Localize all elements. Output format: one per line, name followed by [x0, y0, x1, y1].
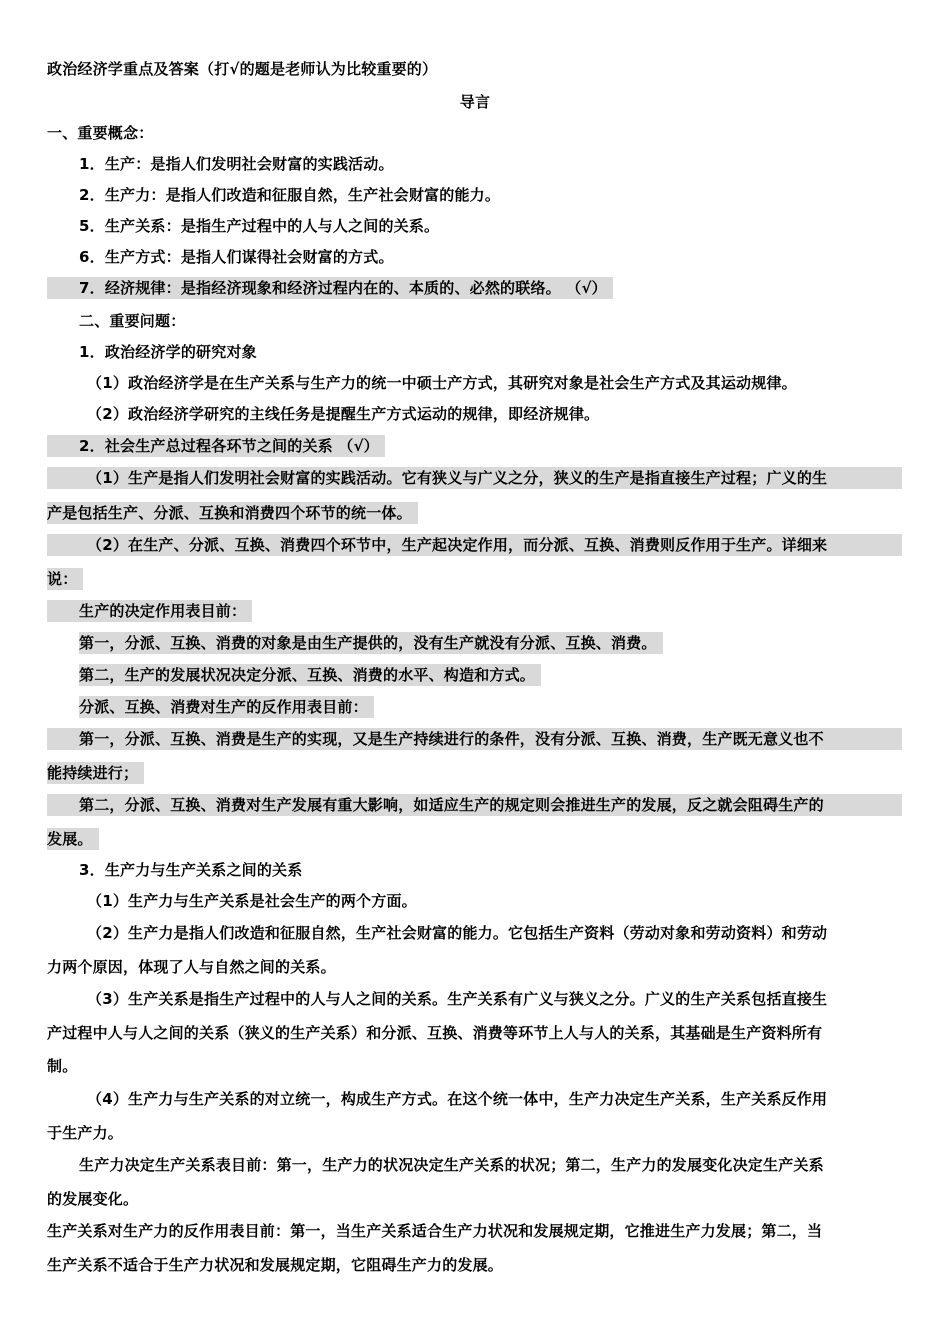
paragraph: 于生产力。	[47, 1124, 124, 1142]
question-heading: 1．政治经济学的研究对象	[79, 343, 257, 361]
concept-item: 6．生产方式：是指人们谋得社会财富的方式。	[79, 248, 394, 266]
paragraph: 制。	[47, 1057, 78, 1075]
paragraph-highlighted: 第一，分派、互换、消费的对象是由生产提供的，没有生产就没有分派、互换、消费。	[79, 632, 663, 654]
paragraph-highlighted: （1）生产是指人们发明社会财富的实践活动。它有狭义与广义之分，狭义的生产是指直接生产过程；广义的生	[47, 467, 902, 489]
paragraph: （3）生产关系是指生产过程中的人与人之间的关系。生产关系有广义与狭义之分。广义的生产关系包括直接生	[87, 990, 828, 1008]
heading-concepts: 一、重要概念：	[47, 124, 154, 142]
paragraph-highlighted: （2）在生产、分派、互换、消费四个环节中，生产起决定作用，而分派、互换、消费则反作用于生产。详细来	[47, 534, 902, 556]
paragraph: （4）生产力与生产关系的对立统一，构成生产方式。在这个统一体中，生产力决定生产关系，生产关系反作用	[87, 1090, 828, 1108]
paragraph-highlighted: 说：	[47, 568, 83, 590]
paragraph-highlighted: 第二，生产的发展状况决定分派、互换、消费的水平、构造和方式。	[79, 664, 541, 686]
paragraph: 力两个原因，体现了人与自然之间的关系。	[47, 958, 336, 976]
concept-item-highlighted: 7．经济规律：是指经济现象和经济过程内在的、本质的、必然的联络。 （√）	[47, 277, 613, 299]
paragraph: （2）政治经济学研究的主线任务是提醒生产方式运动的规律，即经济规律。	[87, 405, 600, 423]
paragraph: 产过程中人与人之间的关系（狭义的生产关系）和分派、互换、消费等环节上人与人的关系，其基础是生产资料所有	[47, 1024, 823, 1042]
concept-item: 1．生产：是指人们发明社会财富的实践活动。	[79, 155, 394, 173]
paragraph: （2）生产力是指人们改造和征服自然，生产社会财富的能力。它包括生产资料（劳动对象和劳动资料）和劳动	[87, 924, 828, 942]
question-heading-highlighted: 2．社会生产总过程各环节之间的关系 （√）	[47, 435, 385, 457]
paragraph: 生产力决定生产关系表目前：第一，生产力的状况决定生产关系的状况；第二，生产力的发展变化决定生产关系	[79, 1156, 824, 1174]
question-heading: 3．生产力与生产关系之间的关系	[79, 861, 303, 879]
paragraph-highlighted: 第一，分派、互换、消费是生产的实现，又是生产持续进行的条件，没有分派、互换、消费，生产既无意义也不	[47, 728, 902, 750]
concept-item: 2．生产力：是指人们改造和征服自然，生产社会财富的能力。	[79, 186, 501, 204]
paragraph: 的发展变化。	[47, 1190, 139, 1208]
heading-questions: 二、重要问题：	[79, 312, 186, 330]
concept-item: 5．生产关系：是指生产过程中的人与人之间的关系。	[79, 217, 440, 235]
paragraph-highlighted: 能持续进行；	[47, 762, 144, 784]
subheading-highlighted: 生产的决定作用表目前：	[47, 600, 252, 622]
paragraph: （1）生产力与生产关系是社会生产的两个方面。	[87, 892, 417, 910]
paragraph: 生产关系对生产力的反作用表目前：第一，当生产关系适合生产力状况和发展规定期，它推进生产力发展；第二，当	[47, 1222, 823, 1240]
paragraph: 生产关系不适合于生产力状况和发展规定期，它阻碍生产力的发展。	[47, 1256, 504, 1274]
paragraph-highlighted: 产是包括生产、分派、互换和消费四个环节的统一体。	[47, 502, 418, 524]
subheading-highlighted: 分派、互换、消费对生产的反作用表目前：	[79, 696, 374, 718]
paragraph-highlighted: 第二，分派、互换、消费对生产发展有重大影响，如适应生产的规定则会推进生产的发展，反之就会阻碍生产的	[47, 794, 902, 816]
paragraph-highlighted: 发展。	[47, 828, 99, 850]
section-heading: 导言	[459, 93, 491, 111]
paragraph: （1）政治经济学是在生产关系与生产力的统一中硕士产方式，其研究对象是社会生产方式及其运动规律。	[87, 374, 797, 392]
document-title: 政治经济学重点及答案（打√的题是老师认为比较重要的）	[47, 60, 438, 78]
